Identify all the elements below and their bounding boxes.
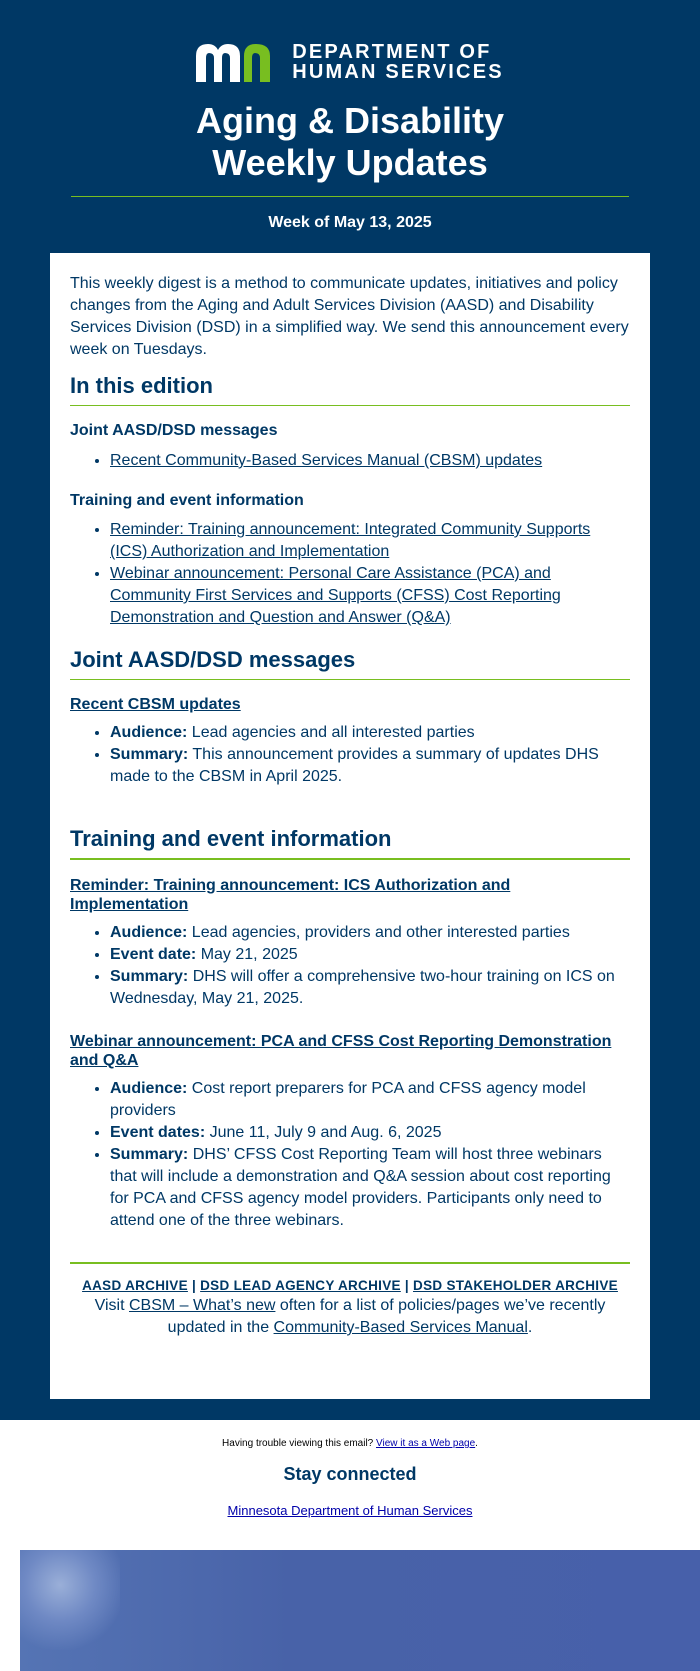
dhs-website-link[interactable]: Minnesota Department of Human Services (227, 1503, 473, 1518)
trouble-text: Having trouble viewing this email? (222, 1438, 374, 1449)
title-line-1: Aging & Disability (195, 100, 505, 141)
logo-line-1: DEPARTMENT OF (292, 41, 492, 63)
summary-label: Summary: (110, 746, 189, 763)
list-item (110, 1144, 630, 1232)
web-view-notice (0, 1438, 700, 1449)
audience-value: Lead agencies and all interested parties (191, 724, 475, 741)
summary-value: DHS’ CFSS Cost Reporting Team will host three webinars that will include a demonstration and Q&A session about cost reporting for PCA and CFSS agency model providers. Participants only need to attend one of the three webinars. (110, 1146, 611, 1229)
dhs-link-row (0, 1503, 700, 1518)
visit-suffix: . (527, 1319, 533, 1336)
ics-training-link[interactable]: Reminder: Training announcement: ICS Authorization and Implementation (70, 877, 511, 913)
title-divider (71, 196, 629, 197)
audience-value: Lead agencies, providers and other interested parties (191, 924, 570, 941)
banner-glow (20, 1550, 120, 1650)
visit-text (70, 1295, 630, 1339)
webinar-details (70, 1078, 630, 1232)
event-date-value: May 21, 2025 (200, 946, 298, 963)
toc-link-ics[interactable]: Reminder: Training announcement: Integrated Community Supports (ICS) Authorization and Implementation (110, 521, 591, 560)
list-item (110, 519, 630, 563)
training-heading: Training and event information (70, 826, 630, 860)
web-view-link[interactable]: View it as a Web page (376, 1438, 476, 1449)
edition-heading: In this edition (70, 373, 630, 406)
logo-line-2: HUMAN SERVICES (292, 61, 504, 83)
list-item (110, 744, 630, 788)
audience-label: Audience: (110, 1080, 188, 1097)
aasd-archive-link[interactable]: AASD ARCHIVE (82, 1278, 188, 1293)
title-line-2: Weekly Updates (212, 142, 488, 183)
joint-details (70, 722, 630, 788)
edition-group-joint-list (70, 450, 630, 472)
list-item (110, 563, 630, 629)
webinar-link[interactable]: Webinar announcement: PCA and CFSS Cost Reporting Demonstration and Q&A (70, 1033, 612, 1069)
toc-link-cbsm[interactable]: Recent Community-Based Services Manual (CBSM) updates (110, 452, 543, 469)
event-date-label: Event date: (110, 946, 197, 963)
edition-group-training-list (70, 519, 630, 629)
footer-banner-image (20, 1550, 700, 1671)
event-dates-value: June 11, July 9 and Aug. 6, 2025 (209, 1124, 442, 1141)
archive-separator: | (191, 1278, 197, 1293)
stay-connected-heading: Stay connected (283, 1464, 417, 1484)
intro-paragraph: This weekly digest is a method to communicate updates, initiatives and policy changes from the Aging and Adult Services Division (AASD) and Disability Services Division (DSD) in a simplified way. We send this announcement every week on Tuesdays. (70, 275, 629, 358)
list-item (110, 1122, 630, 1144)
cbsm-manual-link[interactable]: Community-Based Services Manual (273, 1319, 528, 1336)
summary-label: Summary: (110, 1146, 189, 1163)
summary-value: This announcement provides a summary of updates DHS made to the CBSM in April 2025. (110, 746, 599, 785)
joint-heading: Joint AASD/DSD messages (70, 647, 630, 680)
toc-link-webinar[interactable]: Webinar announcement: Personal Care Assistance (PCA) and Community First Services and Supports (CFSS) Cost Reporting Demonstration and Question and Answer (Q&A) (110, 565, 561, 626)
audience-label: Audience: (110, 924, 188, 941)
edition-group-training-title: Training and event information (70, 492, 304, 509)
summary-value: DHS will offer a comprehensive two-hour training on ICS on Wednesday, May 21, 2025. (110, 968, 615, 1007)
list-item (110, 722, 630, 744)
archive-links (70, 1278, 630, 1293)
summary-label: Summary: (110, 968, 189, 985)
list-item (110, 1078, 630, 1122)
week-label: Week of May 13, 2025 (268, 214, 432, 231)
list-item (110, 450, 630, 472)
list-item (110, 966, 630, 1010)
archive-divider (70, 1262, 630, 1264)
dsd-lead-agency-archive-link[interactable]: DSD LEAD AGENCY ARCHIVE (200, 1278, 401, 1293)
visit-prefix: Visit (94, 1297, 125, 1314)
trouble-suffix: . (475, 1438, 478, 1449)
content-card (50, 253, 650, 1399)
list-item (110, 922, 630, 944)
archive-separator: | (404, 1278, 409, 1293)
list-item (110, 944, 630, 966)
dhs-logo[interactable] (0, 40, 700, 84)
dsd-stakeholder-archive-link[interactable]: DSD STAKEHOLDER ARCHIVE (413, 1278, 618, 1293)
audience-label: Audience: (110, 724, 188, 741)
logo-wordmark (292, 42, 504, 82)
visit-middle: often for a list of policies/pages we’ve recently updated in the (167, 1297, 606, 1336)
newsletter-title (0, 100, 700, 184)
email-footer (0, 1438, 700, 1518)
mn-logo-icon (196, 42, 282, 82)
cbsm-whats-new-link[interactable]: CBSM – What’s new (129, 1297, 276, 1314)
event-dates-label: Event dates: (110, 1124, 206, 1141)
audience-value: Cost report preparers for PCA and CFSS agency model providers (110, 1080, 586, 1119)
edition-group-joint-title: Joint AASD/DSD messages (70, 422, 278, 439)
cbsm-updates-link[interactable]: Recent CBSM updates (70, 696, 241, 713)
ics-training-details (70, 922, 630, 1010)
